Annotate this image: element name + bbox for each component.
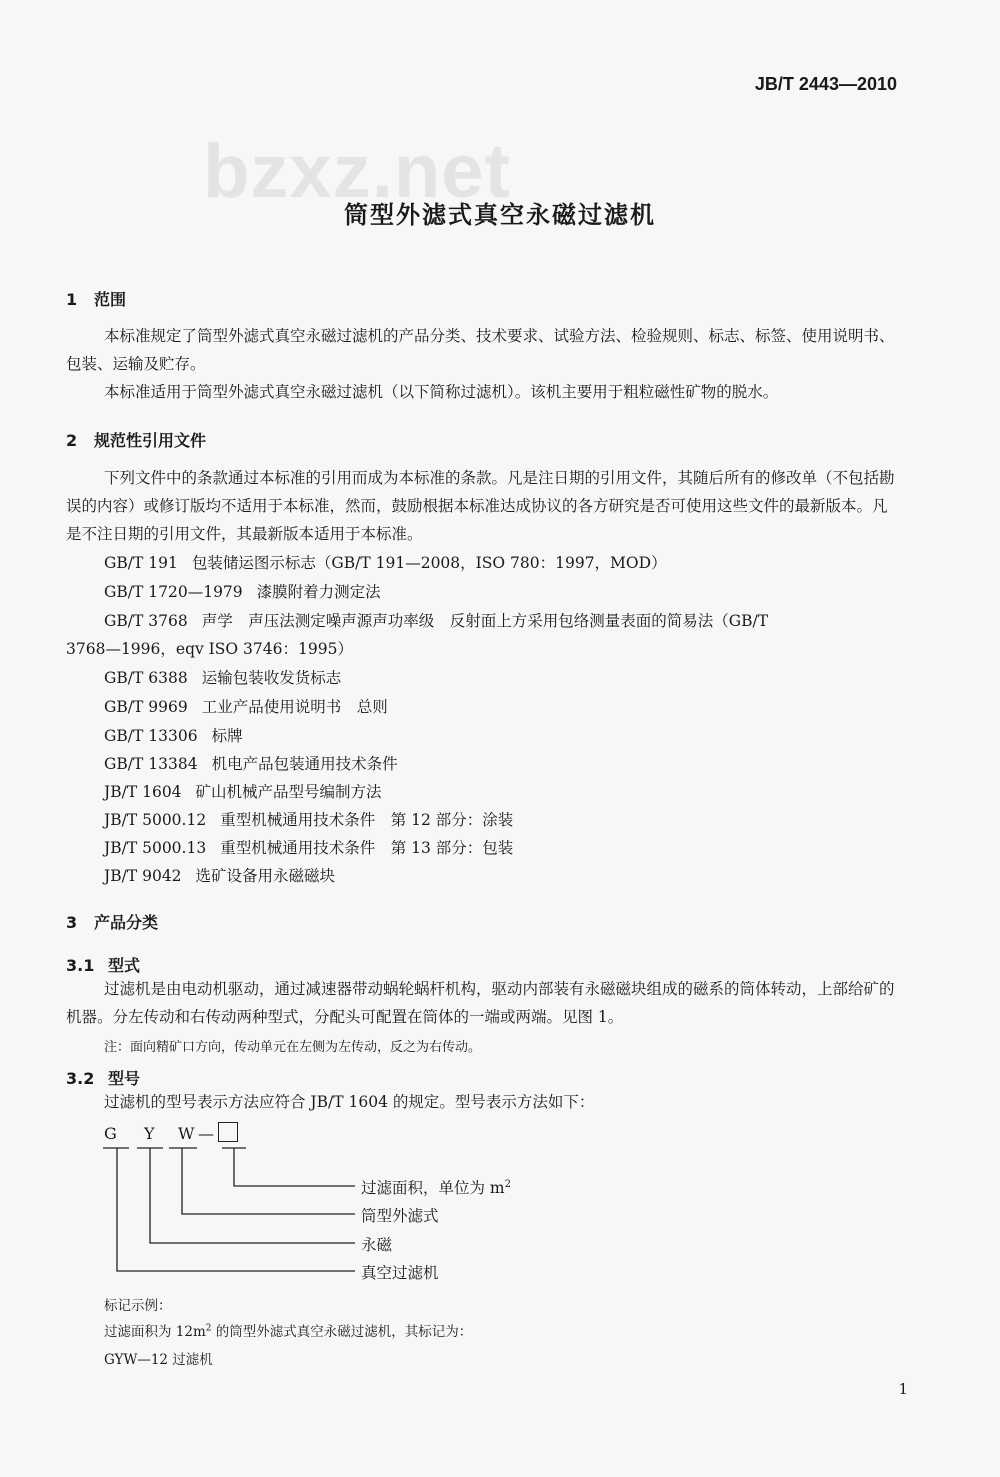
code-letter-y: Y: [144, 1124, 155, 1143]
reference-title: 包装储运图示标志（GB/T 191—2008，ISO 780：1997，MOD）: [191, 554, 667, 572]
subsection-3-2-intro: 过滤机的型号表示方法应符合 JB/T 1604 的规定。型号表示方法如下：: [104, 1093, 595, 1111]
reference-title: 矿山机械产品型号编制方法: [195, 783, 382, 801]
code-letter-w: W: [178, 1124, 195, 1143]
standard-number: JB/T 2443—2010: [754, 74, 897, 94]
subsection-number: 3.2: [66, 1069, 95, 1088]
section-number: 1: [66, 290, 78, 309]
reference-code: JB/T 5000.13: [104, 839, 207, 857]
reference-code: GB/T 13384: [104, 755, 198, 773]
reference-code: GB/T 1720—1979: [104, 583, 243, 601]
reference-code: JB/T 9042: [104, 867, 182, 885]
subsection-title: 型式: [108, 956, 141, 975]
reference-title: 工业产品使用说明书 总则: [201, 698, 388, 716]
reference-title: 运输包装收发货标志: [201, 669, 342, 687]
superscript: 2: [504, 1178, 512, 1190]
example-text-part: 的筒型外滤式真空永磁过滤机，其标记为：: [211, 1324, 473, 1340]
watermark: bzxz.net: [203, 129, 511, 214]
reference-code: GB/T 191: [104, 554, 178, 572]
legend-magnet: 永磁: [361, 1236, 393, 1254]
code-letter-g: G: [104, 1124, 117, 1143]
legend-filter: 真空过滤机: [361, 1264, 439, 1282]
reference-code: GB/T 9969: [104, 698, 188, 716]
section-title: 产品分类: [94, 913, 159, 932]
reference-code: GB/T 6388: [104, 669, 188, 687]
section-1-paragraph-2: 本标准适用于筒型外滤式真空永磁过滤机（以下简称过滤机）。该机主要用于粗粒磁性矿物的脱水。: [104, 383, 779, 401]
legend-type: 筒型外滤式: [361, 1207, 439, 1225]
example-text: [104, 1320, 472, 1340]
reference-title: 重型机械通用技术条件 第 13 部分：包装: [220, 839, 514, 857]
reference-title: 漆膜附着力测定法: [256, 583, 381, 601]
reference-title: 标牌: [211, 727, 243, 745]
document-title: 筒型外滤式真空永磁过滤机: [344, 201, 656, 229]
reference-code: JB/T 1604: [104, 783, 182, 801]
section-1-paragraph-1: 本标准规定了筒型外滤式真空永磁过滤机的产品分类、技术要求、试验方法、检验规则、标志、标签、使用说明书、包装、运输及贮存。: [66, 327, 895, 373]
reference-code: GB/T 3768: [104, 612, 188, 630]
reference-title: 声学 声压法测定噪声源声功率级 反射面上方采用包络测量表面的简易法（GB/T: [201, 612, 769, 630]
superscript: 2: [205, 1323, 212, 1334]
section-number: 2: [66, 431, 78, 450]
subsection-title: 型号: [108, 1069, 141, 1088]
example-label: 标记示例：: [104, 1298, 172, 1314]
reference-title: 机电产品包装通用技术条件: [211, 755, 398, 773]
legend-area: [361, 1176, 511, 1198]
subsection-number: 3.1: [66, 956, 95, 975]
section-title: 规范性引用文件: [94, 431, 207, 450]
code-dash: —: [198, 1124, 214, 1143]
page-number: 1: [898, 1380, 908, 1398]
note: 注：面向精矿口方向，传动单元在左侧为左传动，反之为右传动。: [104, 1040, 482, 1055]
reference-code: JB/T 5000.12: [104, 811, 207, 829]
section-number: 3: [66, 913, 78, 932]
reference-title: 3768—1996，eqv ISO 3746：1995）: [66, 640, 353, 658]
legend-area-text: 过滤面积，单位为 m: [361, 1179, 505, 1197]
example-code: GYW—12 过滤机: [104, 1352, 213, 1368]
example-text-part: 过滤面积为 12m: [104, 1324, 206, 1340]
reference-title: 选矿设备用永磁磁块: [195, 867, 336, 885]
reference-title: 重型机械通用技术条件 第 12 部分：涂装: [220, 811, 514, 829]
section-2-intro: 下列文件中的条款通过本标准的引用而成为本标准的条款。凡是注日期的引用文件，其随后所有的修改单（不包括勘误的内容）或修订版均不适用于本标准，然而，鼓励根据本标准达成协议的各方研究是否可使用这些文件的最新版本。凡是不注日期的引用文件，其最新版本适用于本标准。: [66, 469, 895, 543]
subsection-3-1-body: 过滤机是由电动机驱动，通过减速器带动蜗轮蜗杆机构，驱动内部装有永磁磁块组成的磁系的筒体转动，上部给矿的机器。分左传动和右传动两种型式，分配头可配置在筒体的一端或两端。见图 1。: [66, 980, 895, 1026]
section-title: 范围: [94, 290, 127, 309]
reference-code: GB/T 13306: [104, 727, 198, 745]
